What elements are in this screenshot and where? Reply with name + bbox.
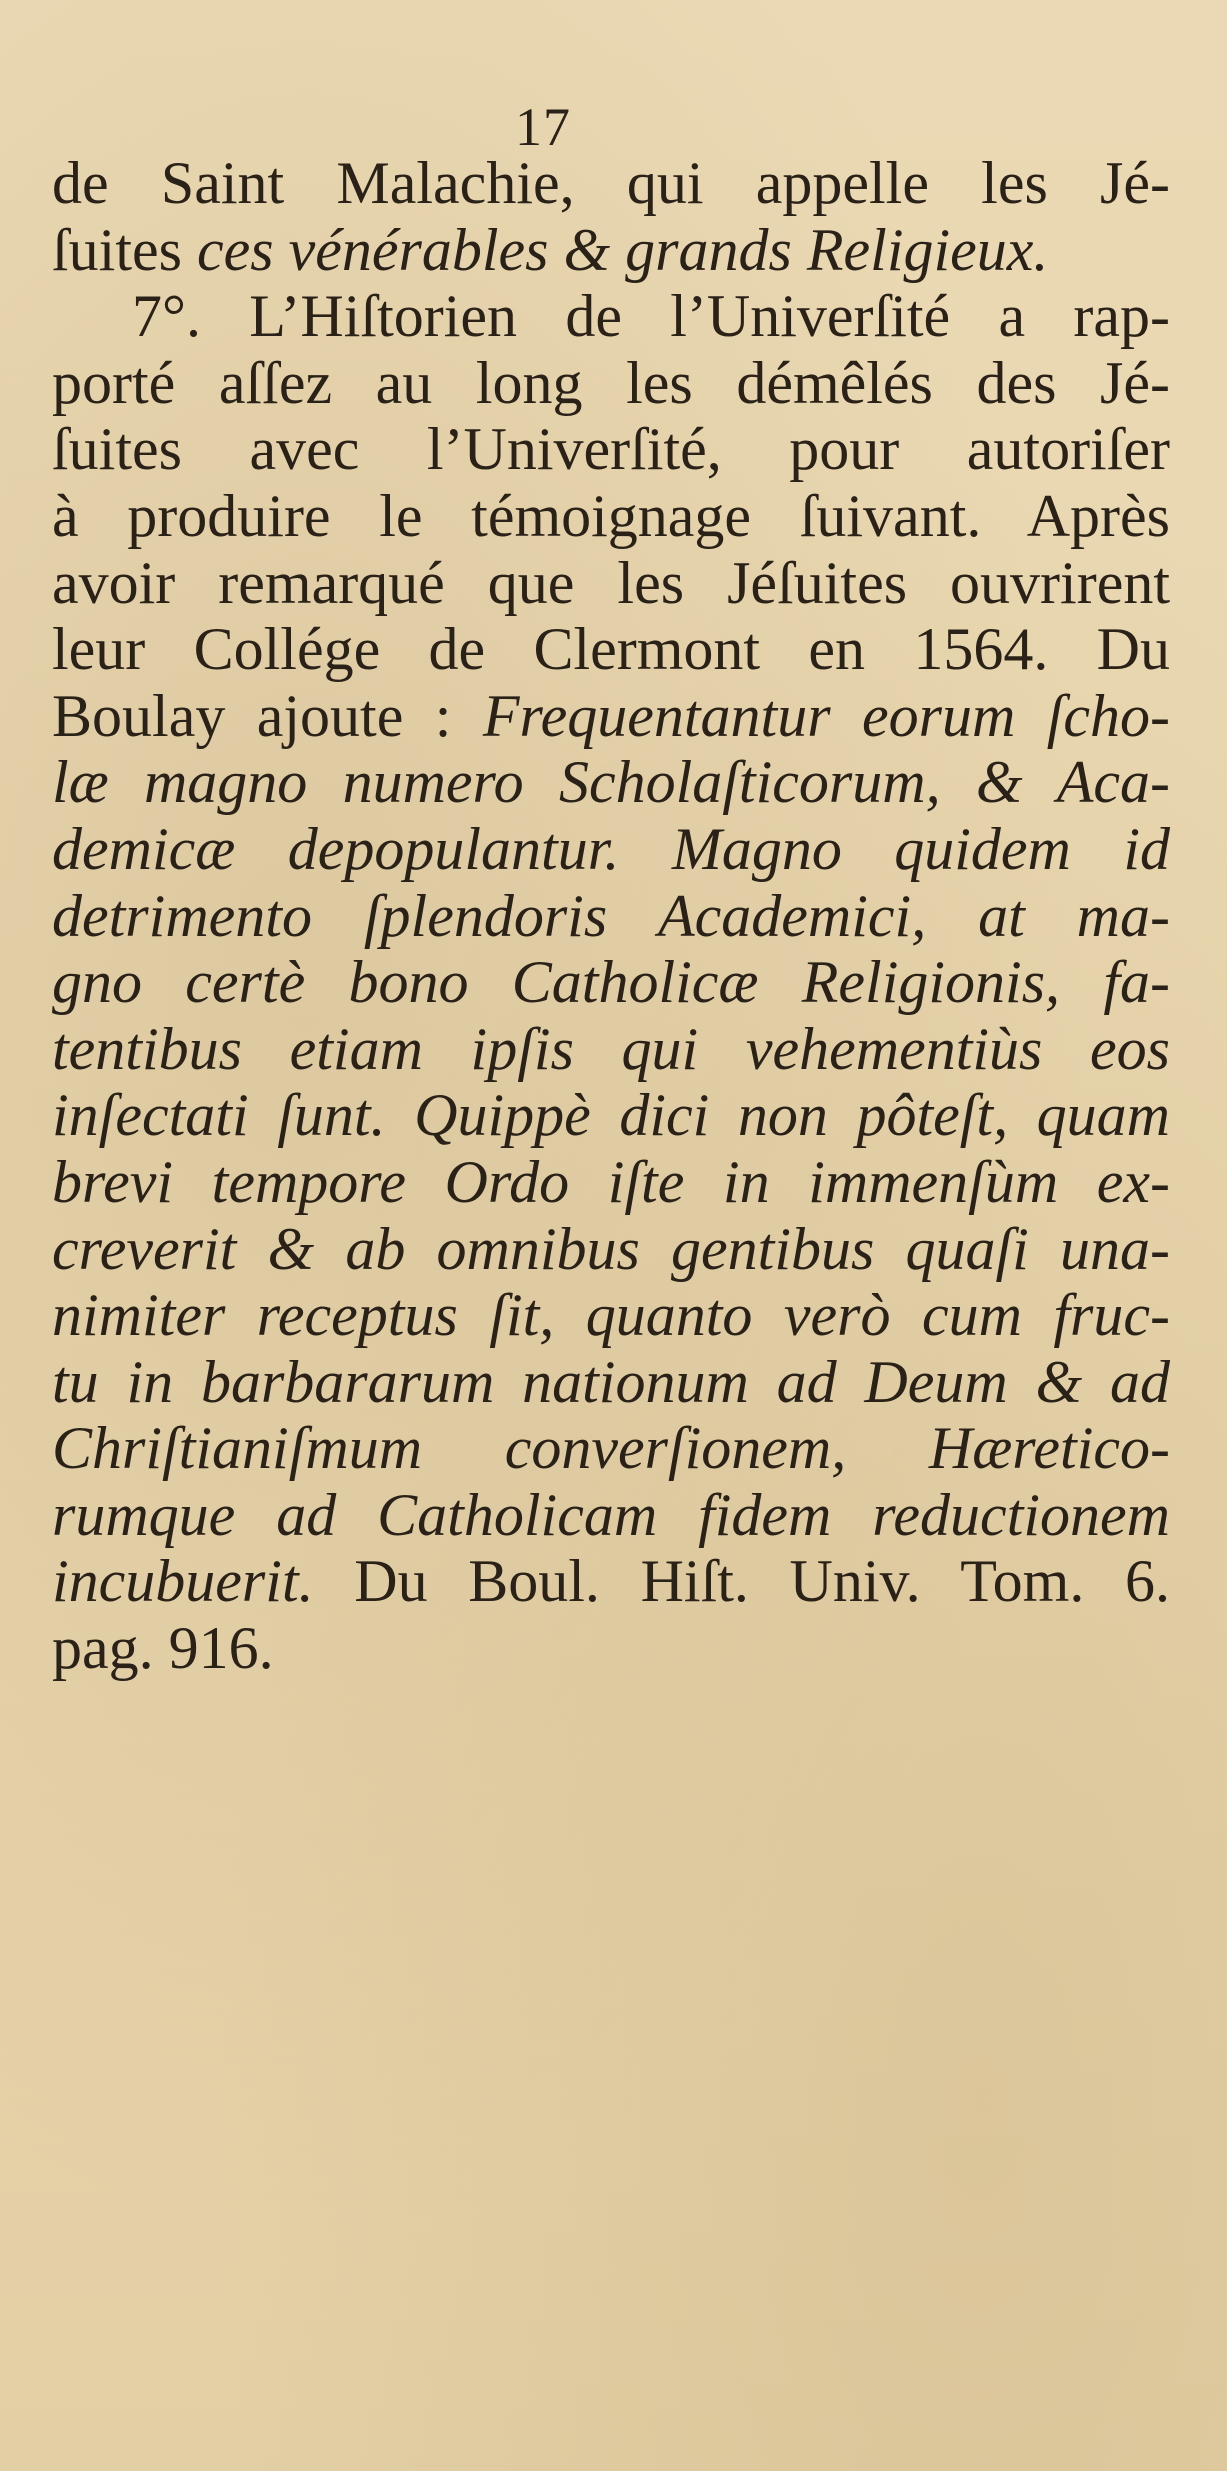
italic-text: demicæ depopulantur. Magno quidem id — [52, 815, 1170, 882]
roman-text: pag. 916. — [52, 1615, 274, 1682]
text-line — [52, 1548, 1170, 1615]
text-line — [52, 283, 1170, 350]
text-line — [52, 816, 1170, 883]
italic-text: ces vénérables & grands Religieux. — [197, 216, 1049, 283]
text-line — [52, 1482, 1170, 1549]
text-line — [52, 550, 1170, 617]
text-line — [52, 150, 1170, 217]
roman-text: ſuites — [52, 216, 197, 283]
roman-text: Du Boul. Hiſt. Univ. Tom. 6. — [354, 1548, 1170, 1615]
text-line — [52, 1216, 1170, 1283]
roman-text: leur Collége de Clermont en 1564. Du — [52, 616, 1170, 683]
page-number: 17 — [515, 97, 571, 157]
text-line — [52, 949, 1170, 1016]
text-line — [52, 350, 1170, 417]
italic-text: Chriſtianiſmum converſionem, Hæretico- — [52, 1415, 1170, 1482]
text-line — [52, 1016, 1170, 1083]
roman-text: Boulay ajoute : — [52, 682, 483, 749]
text-line — [52, 217, 1170, 284]
text-line — [52, 1615, 1170, 1682]
text-line — [52, 1415, 1170, 1482]
roman-text: ſuites avec l’Univerſité, pour autoriſer — [52, 416, 1170, 483]
italic-text: læ magno numero Scholaſticorum, & Aca- — [52, 749, 1170, 816]
roman-text: porté aſſez au long les démêlés des Jé- — [52, 349, 1170, 416]
text-line — [52, 749, 1170, 816]
body-text — [52, 150, 1170, 1682]
italic-text: tentibus etiam ipſis qui vehementiùs eos — [52, 1015, 1170, 1082]
italic-text: incubuerit. — [52, 1548, 355, 1615]
roman-text: de Saint Malachie, qui appelle les Jé- — [52, 150, 1170, 216]
italic-text: tu in barbararum nationum ad Deum & ad — [52, 1348, 1170, 1415]
text-line — [52, 883, 1170, 950]
text-line — [52, 683, 1170, 750]
text-line — [52, 1282, 1170, 1349]
roman-text: 7°. L’Hiſtorien de l’Univerſité a rap- — [132, 283, 1170, 350]
text-line — [52, 483, 1170, 550]
text-line — [52, 1082, 1170, 1149]
roman-text: à produire le témoignage ſuivant. Après — [52, 482, 1170, 549]
text-line — [52, 1149, 1170, 1216]
italic-text: nimiter receptus ſit, quanto verò cum fruc- — [52, 1282, 1170, 1349]
text-line — [52, 1349, 1170, 1416]
text-line — [52, 616, 1170, 683]
italic-text: inſectati ſunt. Quippè dici non pôteſt, quam — [52, 1082, 1170, 1149]
italic-text: creverit & ab omnibus gentibus quaſi una- — [52, 1215, 1170, 1282]
italic-text: gno certè bono Catholicæ Religionis, fa- — [52, 949, 1170, 1016]
roman-text: avoir remarqué que les Jéſuites ouvrirent — [52, 549, 1170, 616]
italic-text: Frequentantur eorum ſcho- — [482, 682, 1170, 749]
italic-text: detrimento ſplendoris Academici, at ma- — [52, 882, 1170, 949]
text-line — [52, 416, 1170, 483]
italic-text: rumque ad Catholicam fidem reductionem — [52, 1481, 1170, 1548]
italic-text: brevi tempore Ordo iſte in immenſùm ex- — [52, 1148, 1170, 1215]
